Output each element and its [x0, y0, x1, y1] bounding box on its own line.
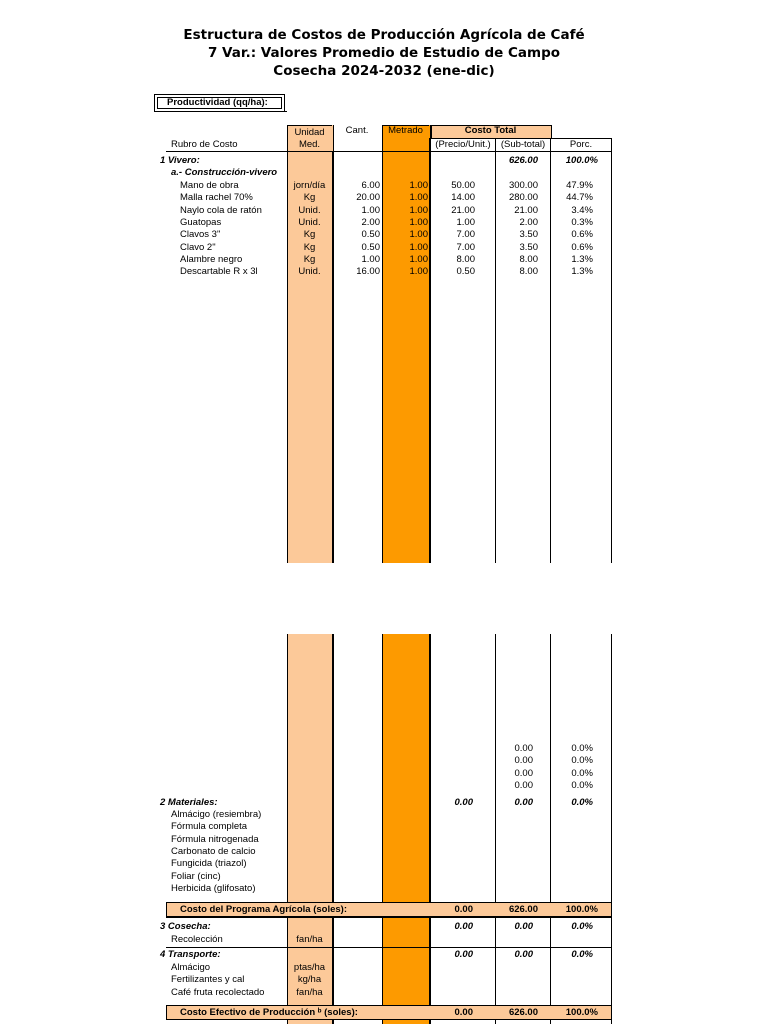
vivero-item-name: Alambre negro	[180, 253, 243, 265]
vivero-item-cant: 1.00	[361, 204, 380, 216]
materiales-item-name: Foliar (cinc)	[171, 870, 221, 882]
vivero-item-unit: Unid.	[298, 266, 321, 278]
vivero-item-unit: Kg	[303, 241, 316, 253]
materiales-item-name: Fungicida (triazol)	[171, 858, 247, 870]
vivero-item-porc: 0.3%	[571, 216, 593, 228]
vivero-item-porc: 0.6%	[571, 241, 593, 253]
materiales-precio: 0.00	[454, 797, 473, 808]
transporte-precio: 0.00	[454, 949, 473, 960]
vivero-porc: 100.0%	[565, 155, 598, 166]
cosecha-porc: 0.0%	[571, 921, 593, 932]
vivero-item-metrado: 1.00	[409, 253, 428, 265]
materiales-item-name: Herbicida (glifosato)	[171, 882, 256, 894]
vivero-item-subtotal: 8.00	[519, 266, 538, 278]
programa-porc: 100.0%	[565, 904, 598, 915]
extra-row-porc: 0.0%	[571, 743, 593, 754]
vivero-item-precio: 50.00	[451, 180, 475, 191]
materiales-porc: 0.0%	[571, 797, 593, 808]
vivero-item-unit: Unid.	[298, 216, 321, 228]
vivero-item-metrado: 1.00	[409, 241, 428, 253]
vivero-item-cant: 16.00	[356, 266, 380, 278]
title-line-1: Estructura de Costos de Producción Agrícola de Café	[183, 27, 585, 43]
header-med: Med.	[298, 139, 321, 150]
vivero-item-metrado: 1.00	[409, 180, 428, 191]
transporte-item-unit: kg/ha	[297, 974, 322, 986]
vivero-item-cant: 0.50	[361, 229, 380, 241]
vivero-item-precio: 7.00	[456, 241, 475, 253]
vivero-item-precio: 21.00	[451, 204, 475, 216]
transporte-item-name: Café fruta recolectado	[171, 986, 265, 998]
materiales-item-name: Almácigo (resiembra)	[171, 809, 262, 820]
transporte-item-unit: ptas/ha	[293, 962, 326, 973]
vivero-item-porc: 44.7%	[566, 192, 593, 204]
materiales-item-name: Fórmula completa	[171, 821, 248, 833]
efectivo-porc: 100.0%	[565, 1007, 598, 1018]
vivero-item-cant: 2.00	[361, 216, 380, 228]
materiales-subtotal: 0.00	[514, 797, 533, 808]
vivero-item-metrado: 1.00	[409, 204, 428, 216]
title-line-2: 7 Var.: Valores Promedio de Estudio de Campo	[207, 45, 561, 61]
vivero-item-porc: 1.3%	[571, 266, 593, 278]
vivero-item-precio: 1.00	[456, 216, 475, 228]
vivero-item-subtotal: 280.00	[508, 192, 538, 204]
vivero-item-porc: 0.6%	[571, 229, 593, 241]
efectivo-label: Costo Efectivo de Producción ᵇ (soles):	[180, 1007, 358, 1018]
vivero-item-name: Clavo 2"	[180, 241, 216, 253]
vivero-item-name: Descartable R x 3l	[180, 266, 258, 278]
cosecha-item-name: Recolección	[171, 934, 223, 945]
vivero-item-subtotal: 3.50	[519, 229, 538, 241]
materiales-item-name: Fórmula nitrogenada	[171, 833, 259, 845]
vivero-sub-label: a.- Construcción-vivero	[171, 167, 278, 178]
vivero-item-precio: 14.00	[451, 192, 475, 204]
vivero-item-name: Naylo cola de ratón	[180, 204, 262, 216]
transporte-item-name: Almácigo	[171, 962, 211, 973]
header-subtotal: (Sub-total)	[500, 139, 546, 150]
vivero-item-name: Guatopas	[180, 216, 222, 228]
vivero-item-name: Mano de obra	[180, 180, 239, 191]
header-cant: Cant.	[345, 125, 369, 136]
efectivo-precio: 0.00	[454, 1007, 473, 1018]
header-metrado: Metrado	[388, 125, 423, 136]
extra-row-subtotal: 0.00	[514, 755, 533, 767]
extra-row-subtotal: 0.00	[514, 780, 533, 792]
vivero-item-metrado: 1.00	[409, 192, 428, 204]
materiales-item-name: Carbonato de calcio	[171, 845, 256, 857]
header-rubro: Rubro de Costo	[171, 139, 238, 150]
cosecha-subtotal: 0.00	[514, 921, 533, 932]
cosecha-label: 3 Cosecha:	[160, 921, 211, 932]
extra-row-subtotal: 0.00	[514, 743, 533, 754]
extra-row-porc: 0.0%	[571, 780, 593, 792]
programa-precio: 0.00	[454, 904, 473, 915]
vivero-item-cant: 1.00	[361, 253, 380, 265]
transporte-label: 4 Transporte:	[160, 949, 221, 960]
title-line-3: Cosecha 2024-2032 (ene-dic)	[273, 63, 495, 79]
vivero-item-unit: Kg	[303, 192, 316, 204]
vivero-item-porc: 3.4%	[571, 204, 593, 216]
vivero-item-metrado: 1.00	[409, 216, 428, 228]
vivero-subtotal: 626.00	[508, 155, 538, 166]
vivero-item-subtotal: 21.00	[514, 204, 538, 216]
vivero-item-subtotal: 2.00	[519, 216, 538, 228]
vivero-item-name: Malla rachel 70%	[180, 192, 253, 204]
vivero-item-subtotal: 8.00	[519, 253, 538, 265]
header-precio-unit: (Precio/Unit.)	[435, 139, 491, 150]
vivero-item-cant: 20.00	[356, 192, 380, 204]
header-costo-total: Costo Total	[464, 125, 517, 136]
efectivo-subtotal: 626.00	[508, 1007, 538, 1018]
extra-row-porc: 0.0%	[571, 755, 593, 767]
vivero-item-porc: 47.9%	[566, 180, 593, 191]
vivero-item-cant: 0.50	[361, 241, 380, 253]
transporte-item-unit: fan/ha	[296, 986, 323, 998]
transporte-subtotal: 0.00	[514, 949, 533, 960]
transporte-porc: 0.0%	[571, 949, 593, 960]
vivero-item-metrado: 1.00	[409, 266, 428, 278]
cosecha-item-unit: fan/ha	[296, 934, 323, 945]
vivero-item-porc: 1.3%	[571, 253, 593, 265]
vivero-item-cant: 6.00	[361, 180, 380, 191]
vivero-item-subtotal: 300.00	[508, 180, 538, 191]
header-unidad: Unidad	[294, 127, 325, 138]
productividad-box	[154, 94, 285, 112]
materiales-label: 2 Materiales:	[160, 797, 218, 808]
vivero-item-metrado: 1.00	[409, 229, 428, 241]
vivero-item-unit: Unid.	[298, 204, 321, 216]
vivero-item-unit: Kg	[303, 253, 316, 265]
programa-label: Costo del Programa Agrícola (soles):	[180, 904, 347, 915]
extra-row-subtotal: 0.00	[514, 767, 533, 779]
productividad-label: Productividad (qq/ha):	[167, 97, 268, 108]
vivero-item-precio: 0.50	[456, 266, 475, 278]
transporte-item-name: Fertilizantes y cal	[171, 974, 245, 986]
vivero-item-subtotal: 3.50	[519, 241, 538, 253]
cosecha-precio: 0.00	[454, 921, 473, 932]
vivero-item-precio: 8.00	[456, 253, 475, 265]
extra-row-porc: 0.0%	[571, 767, 593, 779]
vivero-item-precio: 7.00	[456, 229, 475, 241]
vivero-item-unit: Kg	[303, 229, 316, 241]
vivero-item-name: Clavos 3"	[180, 229, 221, 241]
header-porc: Porc.	[569, 139, 593, 150]
vivero-item-unit: jorn/día	[293, 180, 326, 191]
vivero-label: 1 Vivero:	[160, 155, 200, 166]
programa-subtotal: 626.00	[508, 904, 538, 915]
